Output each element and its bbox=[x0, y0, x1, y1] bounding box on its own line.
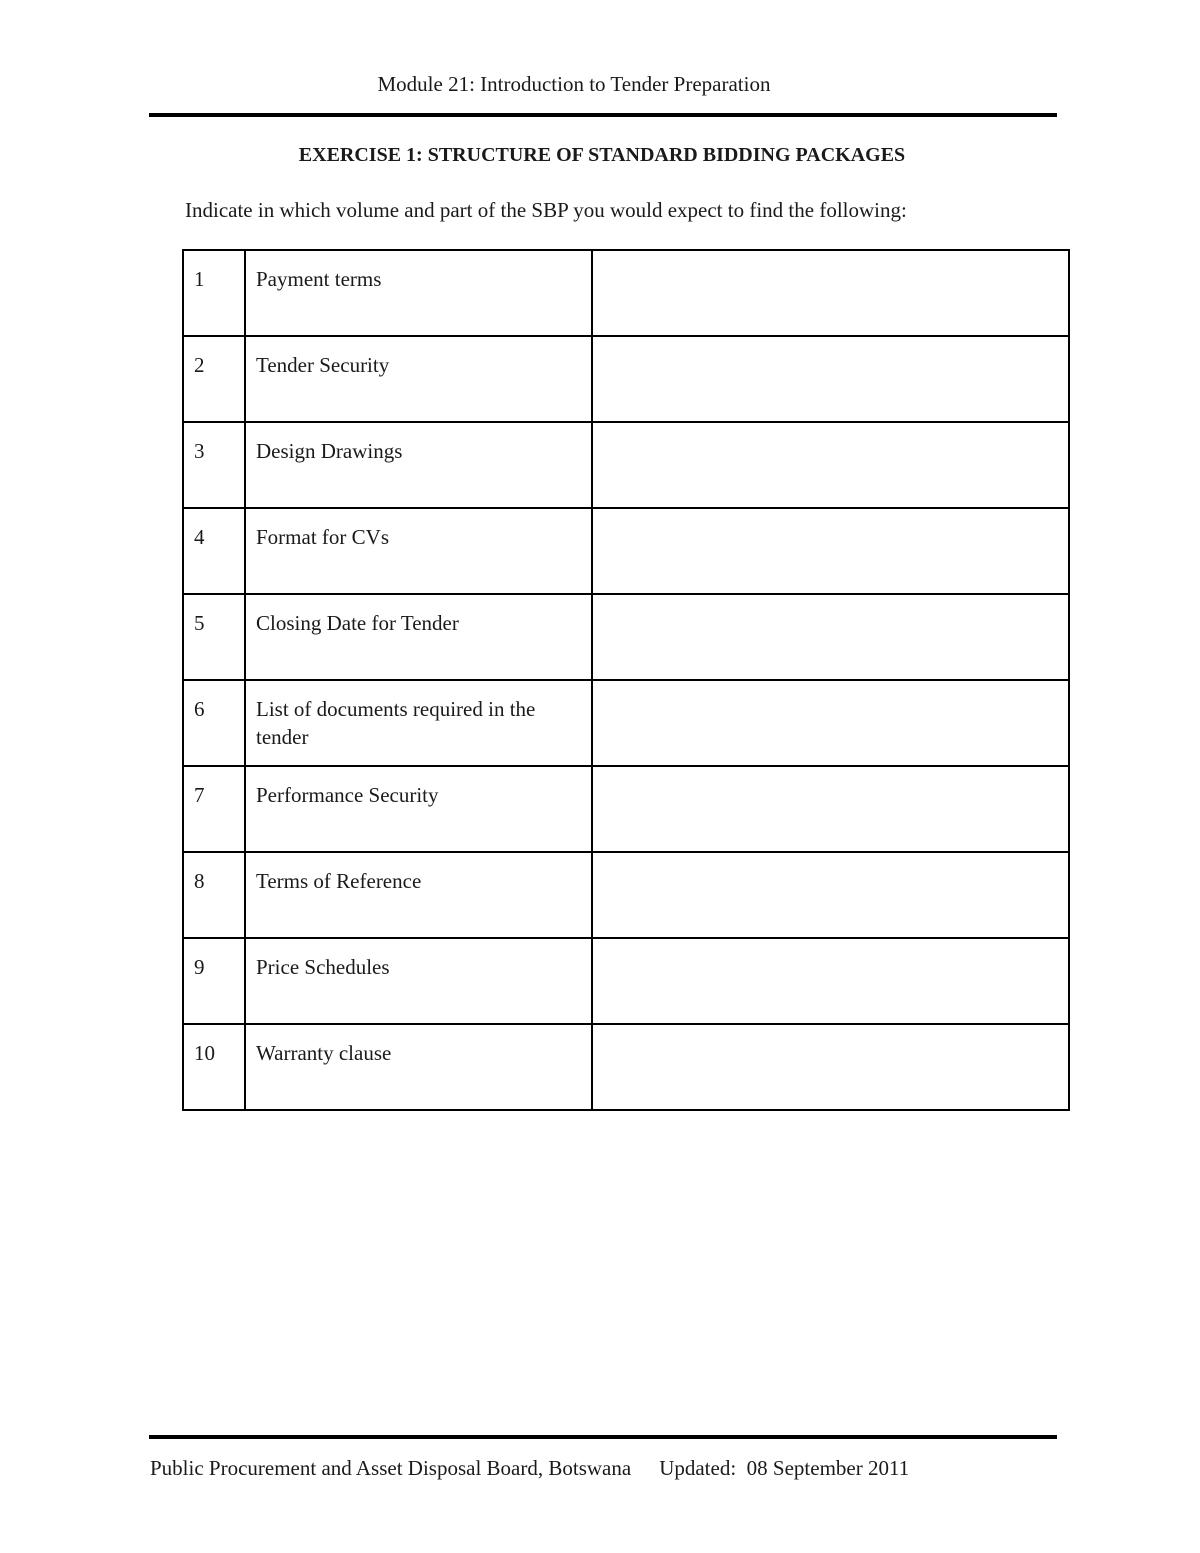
footer-organization: Public Procurement and Asset Disposal Board, Botswana bbox=[150, 1456, 632, 1480]
sbp-exercise-table bbox=[182, 249, 1070, 1111]
footer-updated-date: Updated: 08 September 2011 bbox=[659, 1456, 910, 1480]
exercise-title: EXERCISE 1: STRUCTURE OF STANDARD BIDDING PACKAGES bbox=[298, 144, 906, 166]
row-item: Terms of Reference bbox=[245, 852, 592, 938]
table-row bbox=[183, 250, 1069, 336]
row-number: 6 bbox=[183, 680, 245, 766]
header-divider bbox=[149, 113, 1057, 117]
row-item: Performance Security bbox=[245, 766, 592, 852]
row-number: 10 bbox=[183, 1024, 245, 1110]
row-item: Warranty clause bbox=[245, 1024, 592, 1110]
table-row bbox=[183, 680, 1069, 766]
row-number: 2 bbox=[183, 336, 245, 422]
row-number: 4 bbox=[183, 508, 245, 594]
row-item: Closing Date for Tender bbox=[245, 594, 592, 680]
row-item: List of documents required in the tender bbox=[245, 680, 592, 766]
exercise-instruction: Indicate in which volume and part of the SBP you would expect to find the following: bbox=[185, 198, 907, 222]
row-number: 7 bbox=[183, 766, 245, 852]
table-row bbox=[183, 336, 1069, 422]
row-number: 5 bbox=[183, 594, 245, 680]
row-item: Tender Security bbox=[245, 336, 592, 422]
page-footer bbox=[150, 1456, 909, 1481]
answer-cell[interactable] bbox=[592, 336, 1069, 422]
row-number: 3 bbox=[183, 422, 245, 508]
footer-divider bbox=[149, 1435, 1057, 1439]
table-row bbox=[183, 508, 1069, 594]
table-row bbox=[183, 1024, 1069, 1110]
row-item: Price Schedules bbox=[245, 938, 592, 1024]
row-item: Payment terms bbox=[245, 250, 592, 336]
answer-cell[interactable] bbox=[592, 422, 1069, 508]
answer-cell[interactable] bbox=[592, 852, 1069, 938]
row-number: 1 bbox=[183, 250, 245, 336]
answer-cell[interactable] bbox=[592, 766, 1069, 852]
answer-cell[interactable] bbox=[592, 250, 1069, 336]
row-item: Format for CVs bbox=[245, 508, 592, 594]
answer-cell[interactable] bbox=[592, 508, 1069, 594]
row-number: 9 bbox=[183, 938, 245, 1024]
table-row bbox=[183, 852, 1069, 938]
table-row bbox=[183, 938, 1069, 1024]
table-row bbox=[183, 766, 1069, 852]
answer-cell[interactable] bbox=[592, 680, 1069, 766]
answer-cell[interactable] bbox=[592, 1024, 1069, 1110]
table-row bbox=[183, 594, 1069, 680]
row-item: Design Drawings bbox=[245, 422, 592, 508]
answer-cell[interactable] bbox=[592, 594, 1069, 680]
answer-cell[interactable] bbox=[592, 938, 1069, 1024]
module-title: Module 21: Introduction to Tender Preparation bbox=[377, 72, 771, 96]
table-row bbox=[183, 422, 1069, 508]
row-number: 8 bbox=[183, 852, 245, 938]
